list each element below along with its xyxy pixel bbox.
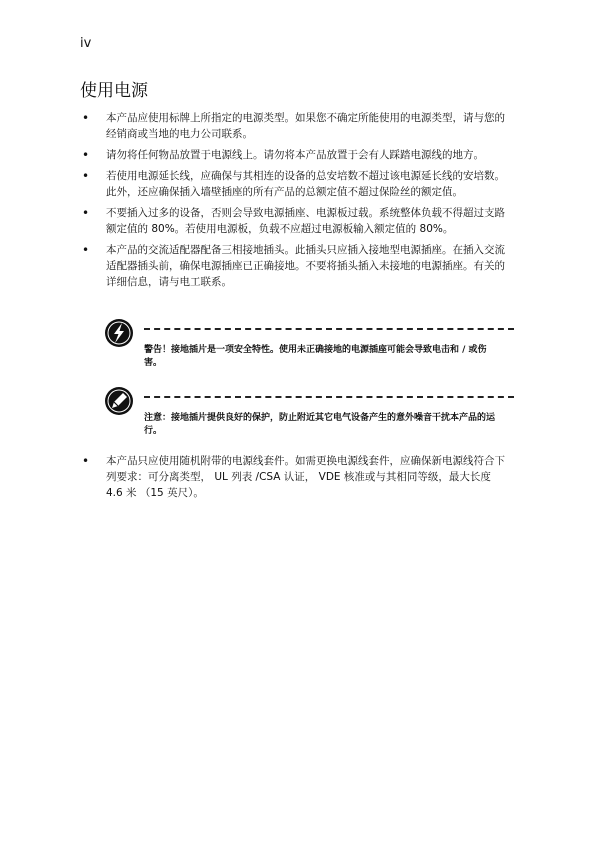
list-item: • 本产品只应使用随机附带的电源线套件。如需更换电源线套件，应确保新电源线符合下列要求：可分离类型， UL 列表 /CSA 认证， VDE 核准或与其相同等级，最大长度 4.6 米 （15 英尺）。: [80, 453, 510, 501]
power-cord-bullet-list: [80, 453, 510, 506]
list-item: • 若使用电源延长线，应确保与其相连的设备的总安培数不超过该电源延长线的安培数。此外，还应确保插入墙壁插座的所有产品的总额定值不超过保险丝的额定值。: [80, 168, 510, 200]
section-title: 使用电源: [80, 81, 148, 101]
notice-divider: [144, 396, 514, 398]
list-item: • 请勿将任何物品放置于电源线上。请勿将本产品放置于会有人踩踏电源线的地方。: [80, 147, 510, 163]
page-number: iv: [80, 36, 92, 51]
list-item: • 不要插入过多的设备，否则会导致电源插座、电源板过载。系统整体负载不得超过支路额定值的 80%。若使用电源板，负载不应超过电源板输入额定值的 80%。: [80, 205, 510, 237]
power-bullet-list: [80, 110, 510, 295]
warning-notice: [104, 318, 514, 378]
pencil-note-icon: [104, 386, 134, 416]
notice-divider: [144, 328, 514, 330]
note-notice: [104, 386, 514, 446]
list-item: • 本产品应使用标牌上所指定的电源类型。如果您不确定所能使用的电源类型，请与您的经销商或当地的电力公司联系。: [80, 110, 510, 142]
lightning-bolt-icon: [104, 318, 134, 348]
list-item: • 本产品的交流适配器配备三相接地插头。此插头只应插入接地型电源插座。在插入交流适配器插头前，确保电源插座已正确接地。不要将插头插入未接地的电源插座。有关的详细信息，请与电工联系。: [80, 242, 510, 290]
warning-text: 警告！接地插片是一项安全特性。使用未正确接地的电源插座可能会导致电击和 / 或伤害。: [144, 345, 487, 368]
note-text: 注意：接地插片提供良好的保护，防止附近其它电气设备产生的意外噪音干扰本产品的运行。: [144, 413, 496, 436]
